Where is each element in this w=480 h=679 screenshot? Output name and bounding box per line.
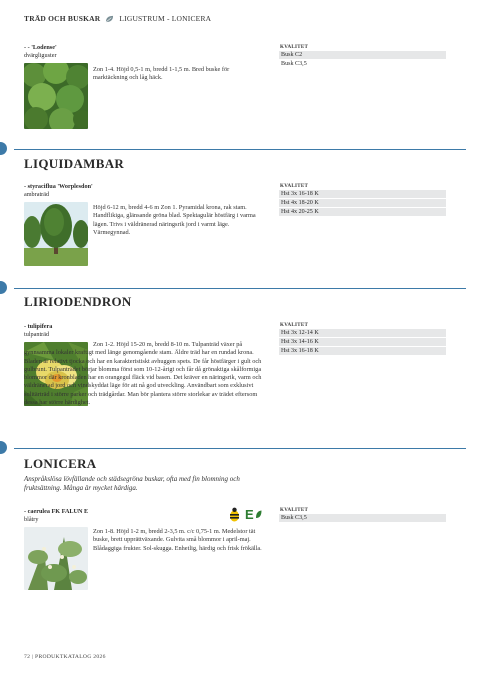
variety-name: - tulipifera bbox=[24, 323, 53, 330]
quality-table bbox=[279, 45, 446, 69]
section-divider bbox=[14, 288, 466, 289]
quality-row: Busk C3,5 bbox=[279, 60, 446, 69]
variety-description: Zon 1-2. Höjd 15-20 m, bredd 8-10 m. Tulpanträd växer på gynnsamma lokaler kraftigt med länge genomgående stam. Äldre träd har en rundad krona. Bladen är relativt tjocka och har en karakteristiskt avhuggen spets. De får höstfärger i gult och gulbrunt. Tulpanträdet börjar blomma först som 10-12-årigt och får då grönaktiga skålformiga blommor där kronbladen har en orangegul fläck vid basen. Det kräver en näringsrik, varm och väldränerad jord och vindskyddat läge för att nå god utveckling. Användbart som exklusivt solitärträd i större parker och trädgårdar. Man bör plantera större storlekar av trädet eftersom dessa har större härdighet. bbox=[24, 341, 262, 407]
e-plant-badge bbox=[245, 508, 262, 521]
quality-table bbox=[279, 508, 446, 523]
quality-row: Hst 3x 16-18 K bbox=[279, 347, 446, 356]
plant-photo bbox=[24, 63, 88, 129]
variety-description: Zon 1-4. Höjd 0,5-1 m, bredd 1-1,5 m. Bred buske för marktäckning och låg häck. bbox=[93, 66, 230, 82]
variety-heading bbox=[24, 323, 52, 338]
quality-table bbox=[279, 323, 446, 356]
quality-label: KVALITET bbox=[280, 45, 309, 50]
variety-name: - - 'Lodense' bbox=[24, 44, 57, 51]
quality-row: Hst 3x 16-18 K bbox=[279, 190, 446, 199]
quality-row: Busk C3,5 bbox=[279, 514, 446, 523]
genus-intro: Anspråkslösa lövfällande och städsegröna buskar, ofta med fin blomning och fruktsättning. Många är mycket härdiga. bbox=[24, 475, 240, 492]
section-marker-dot bbox=[0, 142, 7, 155]
variety-common-name: tulpanträd bbox=[24, 330, 50, 338]
certification-badges bbox=[229, 507, 262, 522]
section-marker-dot bbox=[0, 441, 7, 454]
section-divider bbox=[14, 149, 466, 150]
plant-photo bbox=[24, 202, 88, 266]
variety-common-name: dvärgliguster bbox=[24, 51, 57, 59]
page-number: 72 bbox=[24, 654, 31, 660]
quality-row: Busk C2 bbox=[279, 51, 446, 60]
leaf-icon bbox=[105, 15, 114, 23]
catalog-title: PRODUKTKATALOG 2026 bbox=[35, 654, 106, 660]
header-range: LIGUSTRUM - LONICERA bbox=[119, 14, 212, 23]
variety-description: Zon 1-8. Höjd 1-2 m, bredd 2-3,5 m. c/c 0,75-1 m. Medelstor tät buske, brett upprättväxande. Gulvita små blommor i april-maj. Blådaggiga frukter. Sol-skugga. Enhetlig, härdig och frisk frökälla. bbox=[93, 528, 262, 552]
quality-label: KVALITET bbox=[280, 508, 309, 513]
plant-photo bbox=[24, 527, 88, 590]
quality-row: Hst 3x 12-14 K bbox=[279, 329, 446, 338]
section-title-lonicera: LONICERA bbox=[24, 456, 97, 471]
e-plant-leaf-icon bbox=[255, 510, 262, 519]
variety-common-name: blåtry bbox=[24, 515, 39, 523]
variety-name: - caerulea FK FALUN E bbox=[24, 508, 89, 515]
section-title-liquidambar: LIQUIDAMBAR bbox=[24, 156, 125, 171]
footer-separator: | bbox=[31, 654, 34, 660]
variety-heading bbox=[24, 44, 57, 59]
page-footer bbox=[24, 654, 106, 660]
header-category: TRÄD OCH BUSKAR bbox=[24, 14, 101, 23]
quality-label: KVALITET bbox=[280, 184, 309, 189]
variety-name: - styraciflua 'Worplesdon' bbox=[24, 183, 93, 190]
quality-label: KVALITET bbox=[280, 323, 309, 328]
section-marker-dot bbox=[0, 281, 7, 294]
e-plant-letter: E bbox=[245, 507, 254, 522]
quality-table bbox=[279, 184, 446, 217]
variety-description: Höjd 6-12 m, bredd 4-6 m Zon 1. Pyramidal krona, rak stam. Handflikiga, glänsande gröna blad. Spektagulär höstfärg i varma lägen. Trivs i väldränerad näringsrik jord i varmt läge. Värmegynnad. bbox=[93, 204, 256, 236]
bee-icon bbox=[229, 507, 240, 522]
variety-common-name: ambraträd bbox=[24, 190, 50, 198]
page-header bbox=[24, 14, 211, 23]
section-divider bbox=[14, 448, 466, 449]
quality-row: Hst 3x 14-16 K bbox=[279, 338, 446, 347]
variety-heading bbox=[24, 508, 88, 523]
variety-heading bbox=[24, 183, 93, 198]
quality-row: Hst 4x 18-20 K bbox=[279, 199, 446, 208]
section-title-liriodendron: LIRIODENDRON bbox=[24, 294, 132, 309]
quality-row: Hst 4x 20-25 K bbox=[279, 208, 446, 217]
